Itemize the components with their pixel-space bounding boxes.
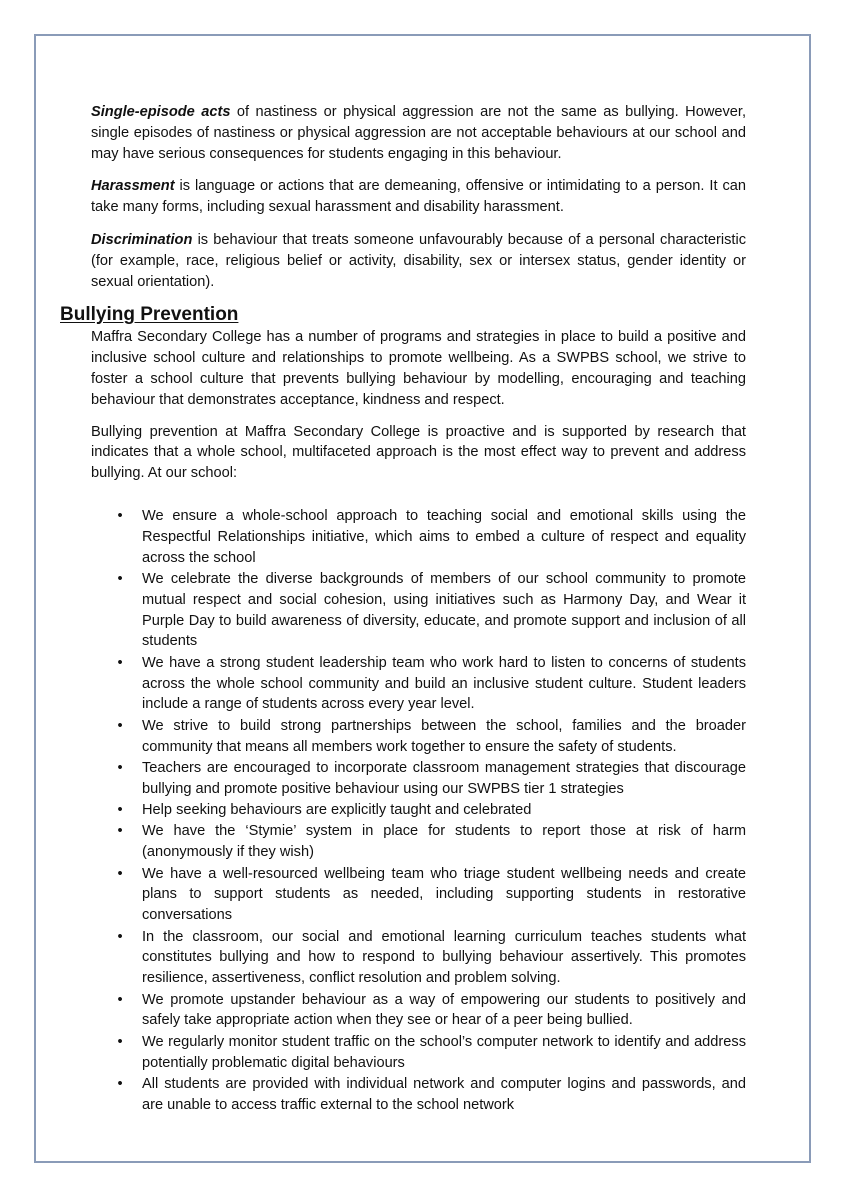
list-item-text: We strive to build strong partnerships between the school, families and the broader community that means all members work together to ensure the safety of students. xyxy=(142,717,746,755)
definition-term: Discrimination xyxy=(91,231,193,248)
list-item-text: We celebrate the diverse backgrounds of members of our school community to promote mutual respect and social cohesion, using initiatives such as Harmony Day, and Wear it Purple Day to build awareness of diversity, educate, and promote support and inclusion of all students xyxy=(142,570,746,650)
list-item xyxy=(91,758,746,800)
definition-text: is behaviour that treats someone unfavourably because of a personal characteristic (for example, race, religious belief or activity, disability, sex or intersex status, gender identity or sexual orientation). xyxy=(91,231,746,290)
list-item-text: Help seeking behaviours are explicitly taught and celebrated xyxy=(142,802,532,819)
definition-single-episode-acts xyxy=(91,102,746,164)
list-item xyxy=(91,990,746,1032)
section-paragraph: Bullying prevention at Maffra Secondary College is proactive and is supported by research that indicates that a whole school, multifaceted approach is the most effect way to prevent and address bullying. At our school: xyxy=(91,423,746,482)
list-item-text: In the classroom, our social and emotional learning curriculum teaches students what constitutes bullying and how to respond to bullying behaviour assertively. This promotes resilience, assertiveness, conflict resolution and problem solving. xyxy=(142,928,746,987)
list-item xyxy=(91,864,746,926)
bullet-icon: • xyxy=(117,991,123,1008)
list-item-text: We have a strong student leadership team who work hard to listen to concerns of students across the whole school community and build an inclusive student culture. Student leaders include a range of students across every year level. xyxy=(142,654,746,713)
list-item-text: We ensure a whole-school approach to teaching social and emotional skills using the Respectful Relationships initiative, which aims to embed a culture of respect and equality across the school xyxy=(142,507,746,566)
bullet-icon: • xyxy=(117,865,123,882)
list-item-text: We have the ‘Stymie’ system in place for students to report those at risk of harm (anonymously if they wish) xyxy=(142,823,746,861)
list-item-text: All students are provided with individual network and computer logins and passwords, and are unable to access traffic external to the school network xyxy=(142,1076,746,1113)
list-item-text: Teachers are encouraged to incorporate classroom management strategies that discourage bullying and promote positive behaviour using our SWPBS tier 1 strategies xyxy=(142,759,746,797)
bullet-icon: • xyxy=(117,1076,123,1092)
definition-term: Single-episode acts xyxy=(91,104,231,120)
bullet-list xyxy=(91,506,746,1116)
bullet-icon: • xyxy=(117,1033,123,1050)
list-item-text: We have a well-resourced wellbeing team who triage student wellbeing needs and create plans to support students as needed, including supporting students in restorative conversations xyxy=(142,865,746,924)
bullet-icon: • xyxy=(117,802,123,819)
list-item-text: We regularly monitor student traffic on the school’s computer network to identify and address potentially problematic digital behaviours xyxy=(142,1033,746,1071)
list-item xyxy=(91,653,746,715)
list-item xyxy=(91,506,746,568)
list-item xyxy=(91,800,746,821)
bullet-icon: • xyxy=(117,654,123,671)
bullet-icon: • xyxy=(117,570,123,587)
definition-text: of nastiness or physical aggression are not the same as bullying. However, single episodes of nastiness or physical aggression are not acceptable behaviours at our school and may have serious consequences for students engaging in this behaviour. xyxy=(91,104,747,162)
bullet-icon: • xyxy=(117,759,123,776)
section-paragraph: Maffra Secondary College has a number of programs and strategies in place to build a positive and inclusive school culture and relationships to promote wellbeing. As a SWPBS school, we strive to foster a school culture that prevents bullying behaviour by modelling, encouraging and teaching behaviour that demonstrates acceptance, kindness and respect. xyxy=(91,329,746,408)
list-item-text: We promote upstander behaviour as a way of empowering our students to positively and safely take appropriate action when they see or hear of a peer being bullied. xyxy=(142,991,746,1029)
section-heading-bullying-prevention: Bullying Prevention xyxy=(60,304,239,326)
bullet-icon: • xyxy=(117,823,123,840)
document-body xyxy=(60,102,747,1116)
list-item xyxy=(91,1032,746,1074)
definition-text: is language or actions that are demeaning, offensive or intimidating to a person. It can take many forms, including sexual harassment and disability harassment. xyxy=(91,178,746,216)
list-item xyxy=(91,821,746,863)
list-item xyxy=(91,1074,746,1116)
definition-term: Harassment xyxy=(91,178,175,195)
bullet-icon: • xyxy=(117,507,123,524)
list-item xyxy=(91,569,746,652)
bullet-icon: • xyxy=(117,717,123,734)
list-item xyxy=(91,716,746,758)
bullet-icon: • xyxy=(117,928,123,945)
definition-discrimination xyxy=(91,230,746,292)
definition-harassment xyxy=(91,176,746,218)
list-item xyxy=(91,927,746,989)
